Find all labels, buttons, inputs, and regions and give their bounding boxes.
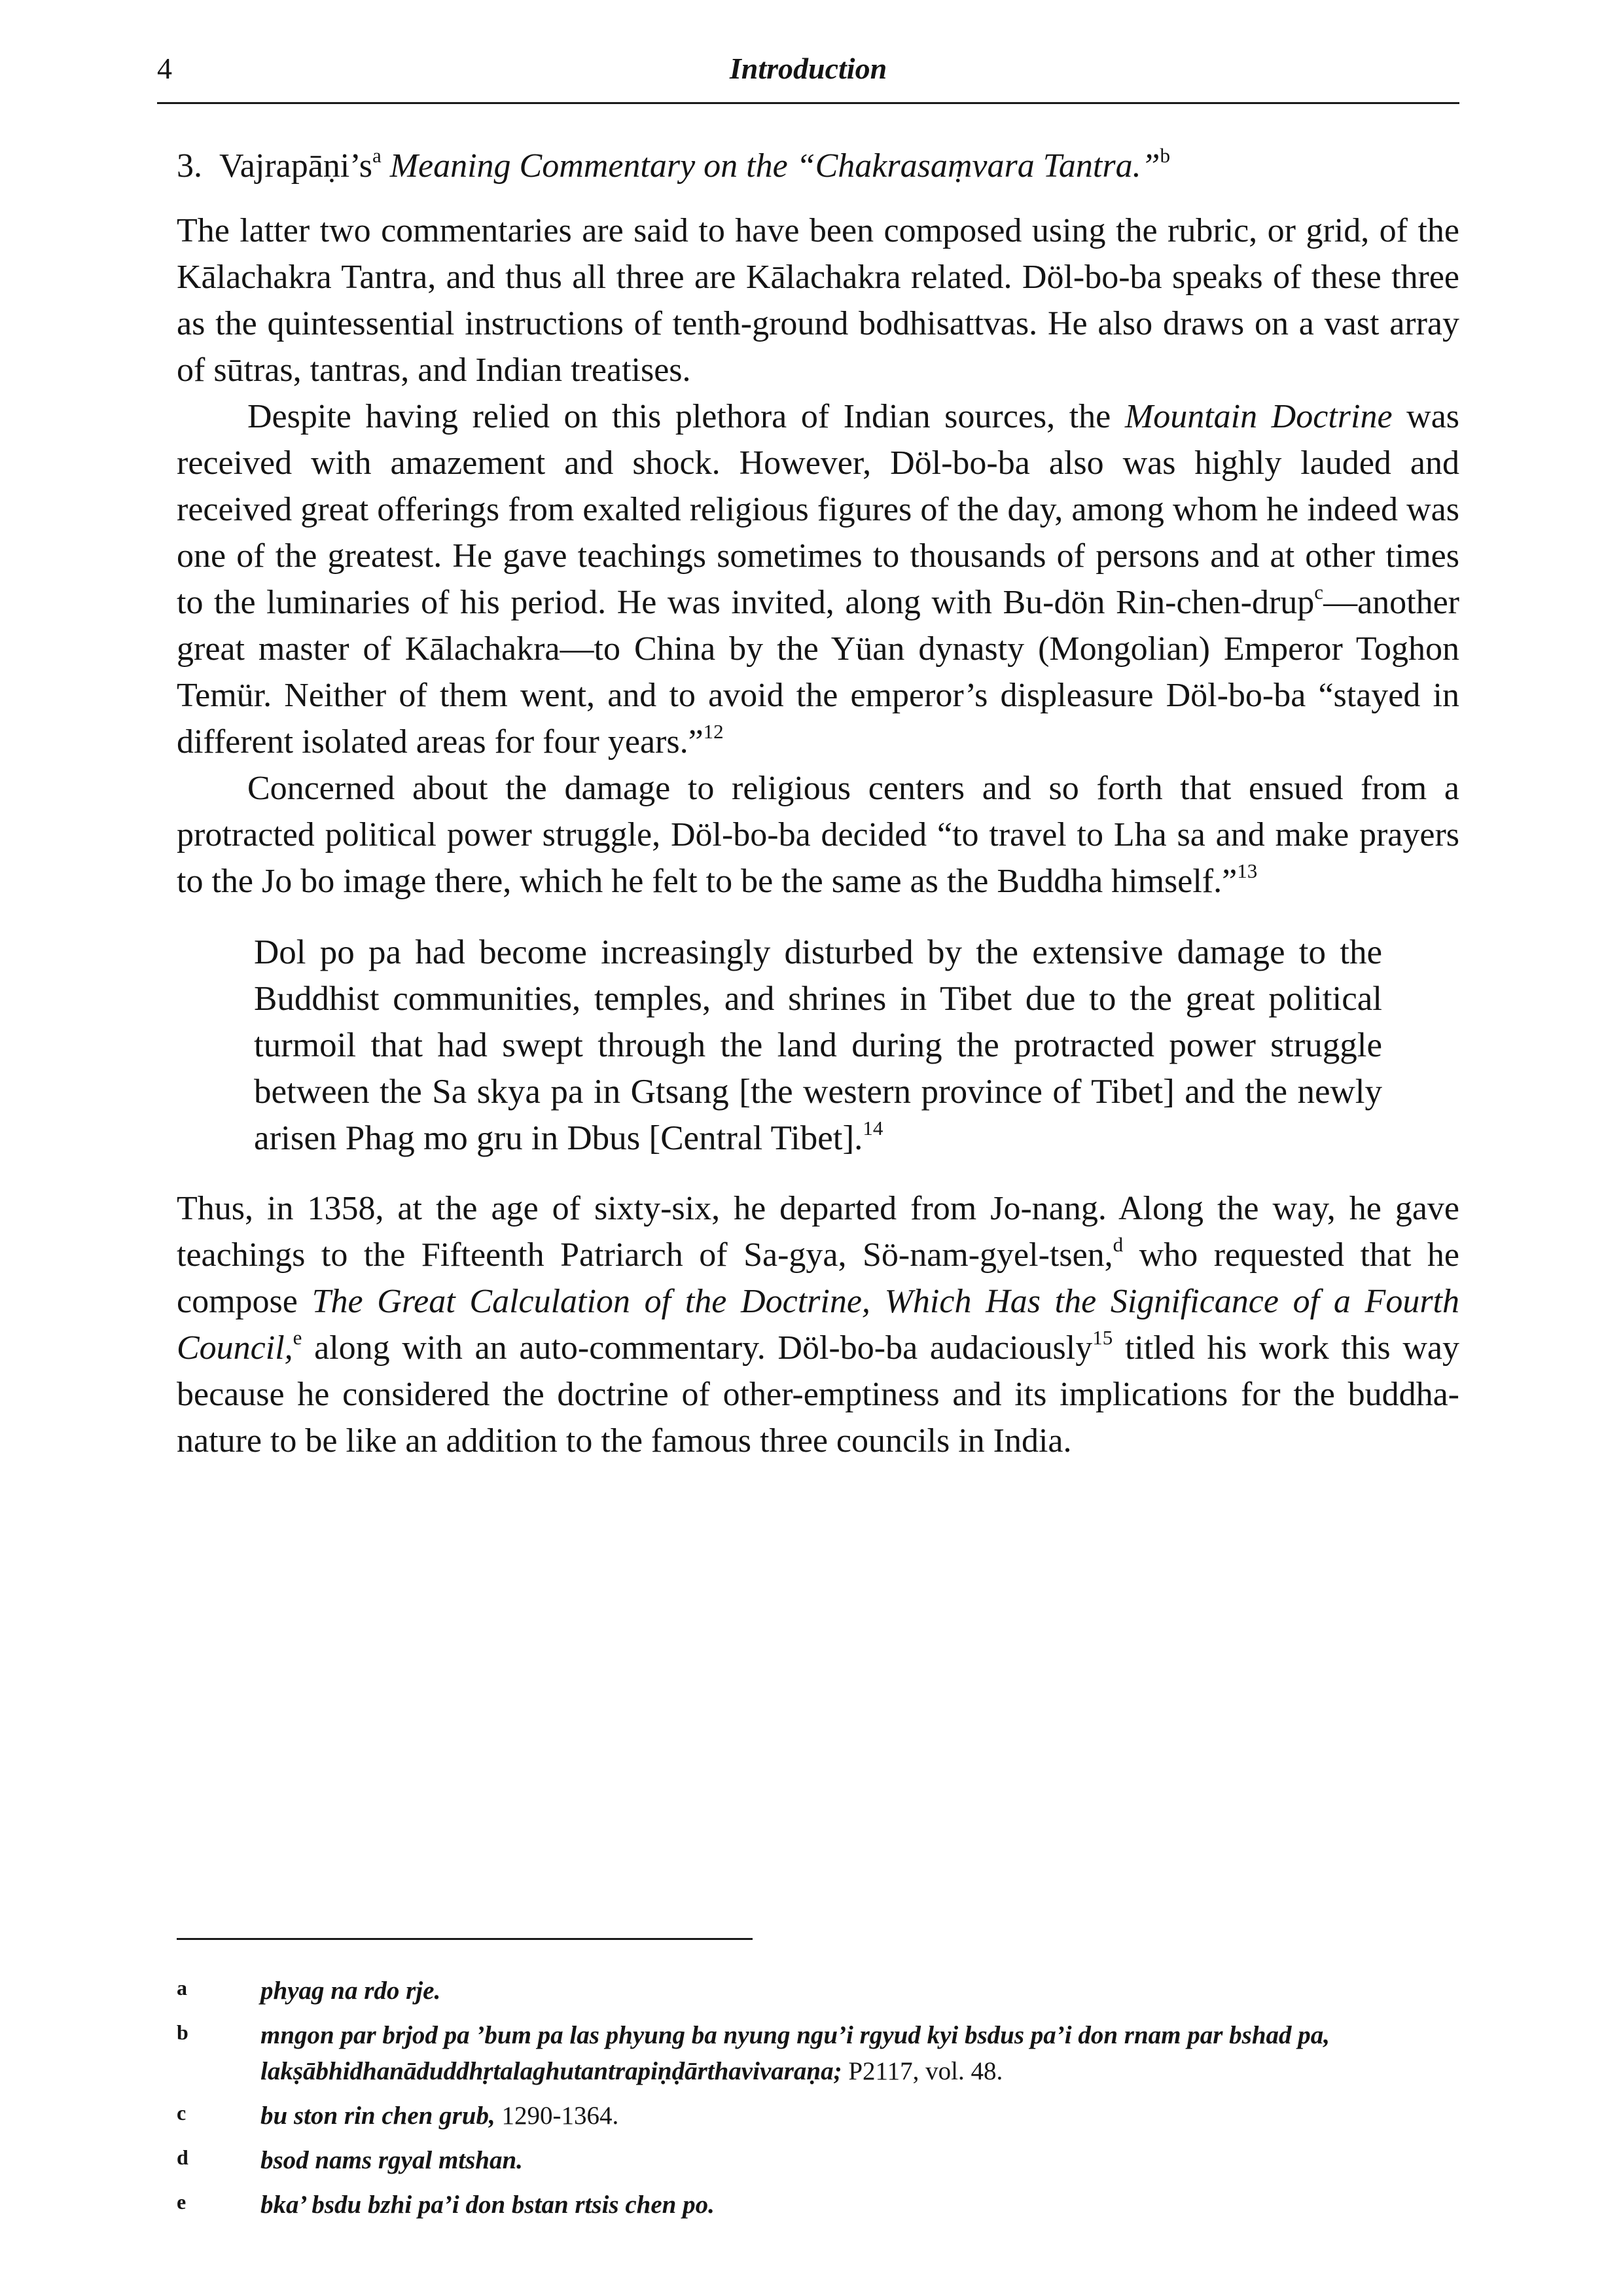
footnote-d <box>177 2142 1459 2178</box>
note-ref-14[interactable]: 14 <box>863 1117 883 1139</box>
footnote-c <box>177 2098 1459 2134</box>
footnote-b <box>177 2017 1459 2089</box>
footnote-text: bka’ bsdu bzhi pa’i don bstan rtsis chen po. <box>260 2191 715 2219</box>
paragraph-4: Thus, in 1358, at the age of sixty-six, he departed from Jo-nang. Along the way, he gave teachings to the Fifteenth Patriarch of Sa-gya, Sö-nam-gyel-tsen,$^d$ who requested that he compose The Great Calculation of the Doctrine, Which Has the Significance of a Fourth Council,$^e$ along with an auto-commentary. Döl-bo-ba audaciously$^{15}$ titled his work this way because he considered the doctrine of other-emptiness and its implications for the buddha-nature to be like an addition to the famous three councils in India. <box>177 1190 1460 1460</box>
footnote-marker: a <box>177 1976 187 2000</box>
note-ref-b[interactable]: b <box>1160 144 1170 167</box>
block-quote: Dol po pa had become increasingly disturbed by the extensive damage to the Buddhist communities, temples, and shrines in Tibet due to the great political turmoil that had swept through the land during the protracted power struggle between the Sa skya pa in Gtsang [the western province of Tibet] and the newly arisen Phag mo gru in Dbus [Central Tibet].$^{14}$ <box>254 933 1382 1157</box>
mountain-doctrine-title: Mountain Doctrine <box>1124 398 1393 435</box>
page-header <box>157 46 1459 104</box>
footnote-marker: e <box>177 2190 187 2214</box>
note-ref-c[interactable]: c <box>1314 581 1324 603</box>
great-calculation-title: The Great Calculation of the Doctrine, Which Has the Significance of a Fourth Council, <box>177 1283 1460 1367</box>
footnote-dates: 1290-1364. <box>501 2102 619 2130</box>
footnote-marker: b <box>177 2020 188 2044</box>
list-number: 3. <box>177 147 202 185</box>
paragraph-3: Concerned about the damage to religious centers and so forth that ensued from a protracted political power struggle, Döl-bo-ba decided “to travel to Lha sa and make prayers to the Jo bo image there, which he felt to be the same as the Buddha himself.”$^{13}$ <box>177 770 1459 900</box>
note-ref-12[interactable]: 12 <box>703 720 724 743</box>
paragraph-2: Despite having relied on this plethora of Indian sources, the Mountain Doctrine was received with amazement and shock. However, Döl-bo-ba also was highly lauded and received great offerings from exalted religious figures of the day, among whom he indeed was one of the greatest. He gave teachings sometimes to thousands of persons and at other times to the luminaries of his period. He was invited, along with Bu-dön Rin-chen-drup$^c$—another great master of Kālachakra—to China by the Yüan dynasty (Mongolian) Emperor Toghon Temür. Neither of them went, and to avoid the emperor’s displeasure Döl-bo-ba “stayed in different isolated areas for four years.”$^{12}$ <box>177 398 1460 761</box>
footnote-text: bu ston rin chen grub, <box>260 2102 495 2130</box>
note-ref-13[interactable]: 13 <box>1237 859 1258 882</box>
paragraph-1: The latter two commentaries are said to have been composed using the rubric, or grid, of the Kālachakra Tantra, and thus all three are Kālachakra related. Döl-bo-ba speaks of these three as the quintessential instructions of tenth-ground bodhisattvas. He also draws on a vast array of sūtras, tantras, and Indian treatises. <box>177 212 1459 389</box>
note-ref-15[interactable]: 15 <box>1092 1326 1113 1349</box>
page-number: 4 <box>157 52 172 85</box>
footnotes <box>177 1973 1459 2231</box>
note-ref-e[interactable]: e <box>293 1326 302 1349</box>
footnote-a <box>177 1973 1459 2009</box>
footnote-rule <box>177 1938 753 1940</box>
footnote-text: bsod nams rgyal mtshan. <box>260 2146 523 2174</box>
footnote-e <box>177 2187 1459 2223</box>
footnote-text: phyag na rdo rje. <box>260 1977 441 2005</box>
note-ref-a[interactable]: a <box>372 144 382 167</box>
footnote-text: mngon par brjod pa ’bum pa las phyung ba nyung ngu’i rgyud kyi bsdus pa’i don rnam par bshad pa, lakṣābhidhanāduddhṛtalaghutantrapiṇḍārthavivaraṇa; <box>260 2021 1330 2085</box>
running-head: Introduction <box>729 52 887 85</box>
note-ref-d[interactable]: d <box>1113 1233 1124 1256</box>
footnote-reference: P2117, vol. 48. <box>848 2057 1003 2085</box>
footnote-marker: d <box>177 2145 188 2169</box>
footnote-marker: c <box>177 2101 187 2125</box>
list-author: Vajrapāṇi’s <box>219 147 372 185</box>
work-title: Meaning Commentary on the “Chakrasaṃvara Tantra.” <box>389 147 1160 185</box>
main-text <box>177 143 1459 1464</box>
list-item-3 <box>177 143 1459 189</box>
